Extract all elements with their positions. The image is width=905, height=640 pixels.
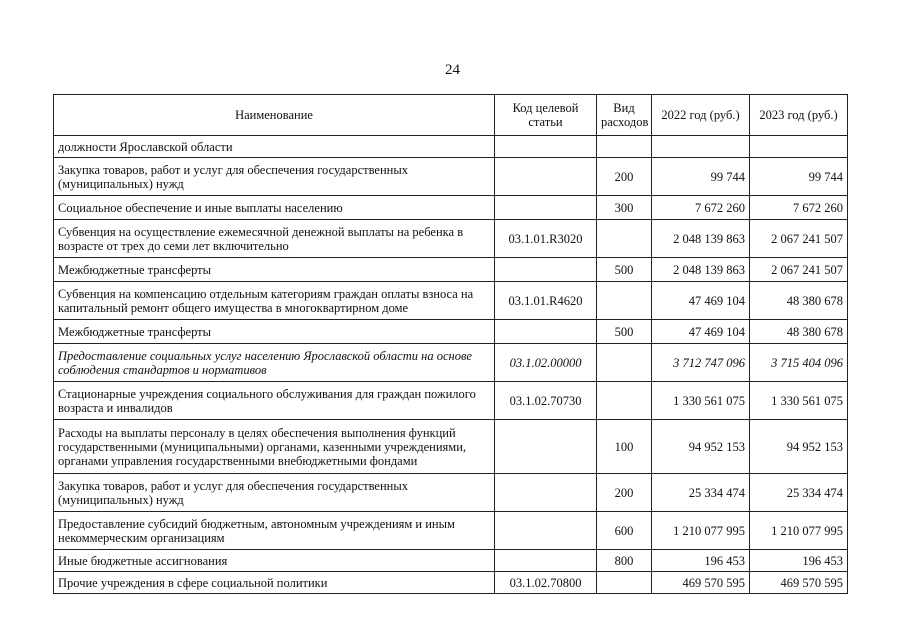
row-name: Прочие учреждения в сфере социальной политики (54, 572, 495, 594)
row-2023 (750, 136, 848, 158)
row-code (495, 420, 597, 474)
row-type (597, 344, 652, 382)
row-2023: 48 380 678 (750, 320, 848, 344)
row-name: Субвенция на осуществление ежемесячной денежной выплаты на ребенка в возрасте от трех до семи лет включительно (54, 220, 495, 258)
table-body (54, 136, 848, 594)
table-row (54, 220, 848, 258)
row-2022: 25 334 474 (652, 474, 750, 512)
row-code (495, 550, 597, 572)
row-code: 03.1.02.00000 (495, 344, 597, 382)
row-2023: 1 330 561 075 (750, 382, 848, 420)
table-row (54, 282, 848, 320)
row-type: 800 (597, 550, 652, 572)
row-type: 300 (597, 196, 652, 220)
row-2023: 25 334 474 (750, 474, 848, 512)
row-code (495, 136, 597, 158)
header-code: Код целевой статьи (495, 95, 597, 136)
row-2022: 1 330 561 075 (652, 382, 750, 420)
header-row (54, 95, 848, 136)
row-2023: 2 067 241 507 (750, 258, 848, 282)
row-code (495, 512, 597, 550)
row-2022: 2 048 139 863 (652, 220, 750, 258)
table-row (54, 550, 848, 572)
budget-table (53, 94, 848, 594)
row-code: 03.1.02.70730 (495, 382, 597, 420)
table-row (54, 420, 848, 474)
row-name: Предоставление социальных услуг населению Ярославской области на основе соблюдения стандартов и нормативов (54, 344, 495, 382)
row-2022: 94 952 153 (652, 420, 750, 474)
row-code (495, 158, 597, 196)
row-code (495, 196, 597, 220)
table-row (54, 344, 848, 382)
row-code (495, 320, 597, 344)
row-2023: 196 453 (750, 550, 848, 572)
row-2022: 7 672 260 (652, 196, 750, 220)
row-type (597, 282, 652, 320)
row-2022: 1 210 077 995 (652, 512, 750, 550)
row-2022 (652, 136, 750, 158)
row-2023: 99 744 (750, 158, 848, 196)
row-type (597, 572, 652, 594)
row-2023: 2 067 241 507 (750, 220, 848, 258)
row-name: Предоставление субсидий бюджетным, автономным учреждениям и иным некоммерческим организациям (54, 512, 495, 550)
row-code: 03.1.02.70800 (495, 572, 597, 594)
row-2022: 2 048 139 863 (652, 258, 750, 282)
row-name: Закупка товаров, работ и услуг для обеспечения государственных (муниципальных) нужд (54, 158, 495, 196)
row-name: Закупка товаров, работ и услуг для обеспечения государственных (муниципальных) нужд (54, 474, 495, 512)
row-type: 200 (597, 158, 652, 196)
row-type (597, 136, 652, 158)
row-2022: 3 712 747 096 (652, 344, 750, 382)
table-row (54, 320, 848, 344)
row-name: должности Ярославской области (54, 136, 495, 158)
row-type: 500 (597, 258, 652, 282)
row-name: Расходы на выплаты персоналу в целях обеспечения выполнения функций государственными (муниципальными) органами, казенными учреждениями, органами управления государственными внебюджетными фондами (54, 420, 495, 474)
header-type: Вид расходов (597, 95, 652, 136)
header-2023: 2023 год (руб.) (750, 95, 848, 136)
row-2022: 196 453 (652, 550, 750, 572)
table-row (54, 196, 848, 220)
row-code (495, 258, 597, 282)
row-2023: 48 380 678 (750, 282, 848, 320)
header-name: Наименование (54, 95, 495, 136)
row-name: Стационарные учреждения социального обслуживания для граждан пожилого возраста и инвалидов (54, 382, 495, 420)
page-number: 24 (445, 62, 460, 78)
row-2023: 7 672 260 (750, 196, 848, 220)
table-header (54, 95, 848, 136)
row-2023: 94 952 153 (750, 420, 848, 474)
row-type (597, 220, 652, 258)
row-type: 600 (597, 512, 652, 550)
table-row (54, 258, 848, 282)
table-row (54, 512, 848, 550)
row-name: Субвенция на компенсацию отдельным категориям граждан оплаты взноса на капитальный ремонт общего имущества в многоквартирном доме (54, 282, 495, 320)
row-name: Социальное обеспечение и иные выплаты населению (54, 196, 495, 220)
table-row (54, 572, 848, 594)
row-2023: 469 570 595 (750, 572, 848, 594)
table-row (54, 474, 848, 512)
table-row (54, 382, 848, 420)
row-code (495, 474, 597, 512)
row-code: 03.1.01.R4620 (495, 282, 597, 320)
table-row (54, 158, 848, 196)
row-2022: 469 570 595 (652, 572, 750, 594)
row-2022: 47 469 104 (652, 320, 750, 344)
row-2022: 47 469 104 (652, 282, 750, 320)
table-row (54, 136, 848, 158)
row-2023: 3 715 404 096 (750, 344, 848, 382)
row-name: Межбюджетные трансферты (54, 258, 495, 282)
row-name: Иные бюджетные ассигнования (54, 550, 495, 572)
row-code: 03.1.01.R3020 (495, 220, 597, 258)
row-type: 100 (597, 420, 652, 474)
row-name: Межбюджетные трансферты (54, 320, 495, 344)
row-type: 500 (597, 320, 652, 344)
row-type (597, 382, 652, 420)
row-type: 200 (597, 474, 652, 512)
row-2023: 1 210 077 995 (750, 512, 848, 550)
header-2022: 2022 год (руб.) (652, 95, 750, 136)
row-2022: 99 744 (652, 158, 750, 196)
